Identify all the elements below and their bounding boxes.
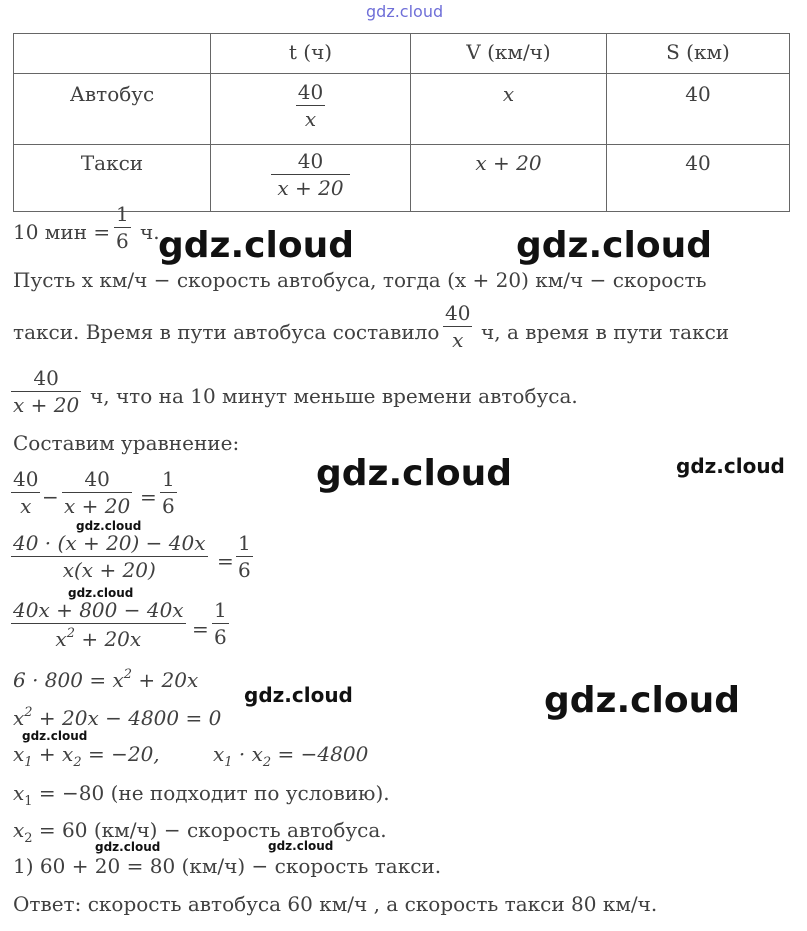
watermark: gdz.cloud [244, 683, 353, 707]
watermark: gdz.cloud [76, 519, 142, 533]
eq-part: x [13, 742, 25, 766]
conversion-left: 10 мин = [13, 220, 111, 244]
table-header-cell [14, 34, 211, 74]
conversion-unit: ч. [140, 220, 160, 244]
table-header-cell: S (км) [607, 34, 790, 74]
fraction-numerator: 40 [33, 366, 59, 390]
fraction-denominator: 6 [116, 229, 129, 253]
fraction [271, 151, 349, 198]
fraction-denominator [11, 623, 186, 649]
table-cell: 40 [607, 74, 790, 145]
eq-part: = −20, [81, 742, 160, 766]
fraction-numerator: 40 [13, 467, 39, 491]
eq3-fraction [11, 600, 186, 649]
fraction-numerator: 40 [297, 80, 324, 104]
table-cell: Автобус [14, 74, 211, 145]
den-part: + 20x [74, 627, 142, 651]
watermark: gdz.cloud [158, 225, 354, 266]
fraction-numerator: 1 [116, 202, 129, 226]
eq4 [13, 668, 198, 690]
subscript: 1 [24, 794, 33, 809]
table-row [14, 74, 790, 145]
fraction-numerator: 1 [238, 531, 251, 555]
exponent: 2 [123, 667, 133, 682]
fraction-denominator: x [296, 105, 325, 129]
den-part: x [55, 627, 67, 651]
fraction-numerator: 40 · (x + 20) − 40x [13, 531, 206, 555]
watermark: gdz.cloud [516, 225, 712, 266]
fraction-denominator: x(x + 20) [11, 556, 208, 580]
eq3-fraction-right [212, 600, 229, 647]
eq-part: · x [232, 742, 263, 766]
exponent: 2 [24, 705, 33, 720]
eq2-fraction-right [236, 533, 253, 580]
watermark: gdz.cloud [268, 839, 334, 853]
table-header-row [14, 34, 790, 74]
table-cell: 40 [607, 145, 790, 212]
watermark: gdz.cloud [676, 454, 785, 478]
watermark: gdz.cloud [68, 586, 134, 600]
eq-part: = −4800 [271, 742, 369, 766]
table-cell [211, 74, 411, 145]
paragraph-fraction [443, 303, 472, 350]
eq1-fraction-b [62, 469, 132, 516]
table-cell [211, 145, 411, 212]
eq9: 1) 60 + 20 = 80 (км/ч) − скорость такси. [13, 854, 442, 878]
eq3-equals: = [192, 617, 209, 641]
eq1-minus: − [42, 485, 59, 509]
eq-part: = −80 (не подходит по условию). [32, 781, 390, 805]
subscript: 2 [262, 755, 272, 770]
watermark: gdz.cloud [544, 680, 740, 721]
eq1-fraction-a [11, 469, 40, 516]
paragraph-line-3-tail: ч, что на 10 минут меньше времени автобуса. [90, 384, 578, 408]
watermark-top: gdz.cloud [366, 2, 444, 21]
fraction-denominator: 6 [214, 625, 227, 649]
table-header-cell: V (км/ч) [411, 34, 607, 74]
fraction-numerator: 40 [84, 467, 110, 491]
eq-part: x [13, 818, 25, 842]
fraction-denominator: x [443, 326, 472, 350]
fraction [296, 82, 325, 129]
conversion-fraction [114, 204, 131, 251]
table-cell: x [411, 74, 607, 145]
fraction-denominator: 6 [238, 558, 251, 582]
eq1-equals: = [140, 485, 157, 509]
eq-part: + 20x − 4800 = 0 [32, 706, 222, 730]
eq-part: x [13, 706, 25, 730]
fraction-numerator: 40 [445, 301, 471, 325]
eq-part: + x [32, 742, 74, 766]
eq-part: x [213, 742, 225, 766]
fraction-numerator: 40 [297, 149, 324, 173]
fraction-numerator: 40x + 800 − 40x [13, 598, 184, 622]
table-cell: Такси [14, 145, 211, 212]
subscript: 1 [224, 755, 233, 770]
fraction-denominator: x + 20 [64, 494, 131, 518]
paragraph-line-2-tail: ч, а время в пути такси [481, 320, 730, 344]
eq6-right [213, 744, 368, 769]
table-cell: x + 20 [411, 145, 607, 212]
watermark: gdz.cloud [22, 729, 88, 743]
eq2-fraction [11, 533, 208, 580]
fraction-numerator: 1 [162, 467, 175, 491]
paragraph-line-2: такси. Время в пути автобуса составило [13, 320, 440, 344]
eq-part: + 20x [132, 668, 199, 692]
eq2-equals: = [217, 549, 234, 573]
subscript: 1 [24, 755, 33, 770]
answer: Ответ: скорость автобуса 60 км/ч , а скорость такси 80 км/ч. [13, 892, 658, 916]
fraction-numerator: 1 [214, 598, 227, 622]
eq1-fraction-c [160, 469, 177, 516]
subscript: 2 [24, 831, 33, 846]
eq6-left [13, 744, 160, 769]
table-row [14, 145, 790, 212]
watermark: gdz.cloud [316, 453, 512, 494]
paragraph-fraction [11, 368, 81, 415]
compose-label: Составим уравнение: [13, 431, 240, 455]
table-header-cell: t (ч) [211, 34, 411, 74]
subscript: 2 [73, 755, 82, 770]
eq-part: 6 · 800 = x [13, 668, 124, 692]
eq-part: x [13, 781, 25, 805]
exponent: 2 [66, 626, 75, 641]
fraction-denominator: x + 20 [271, 174, 349, 198]
watermark: gdz.cloud [95, 840, 161, 854]
fraction-denominator: 6 [162, 494, 175, 518]
data-table [13, 33, 790, 212]
eq5 [13, 706, 221, 728]
fraction-denominator: x + 20 [13, 393, 80, 417]
fraction-denominator: x [11, 492, 40, 516]
eq-part: = 60 (км/ч) − скорость автобуса. [32, 818, 387, 842]
eq7 [13, 783, 390, 808]
paragraph-line-1: Пусть x км/ч − скорость автобуса, тогда (x + 20) км/ч − скорость [13, 268, 707, 292]
